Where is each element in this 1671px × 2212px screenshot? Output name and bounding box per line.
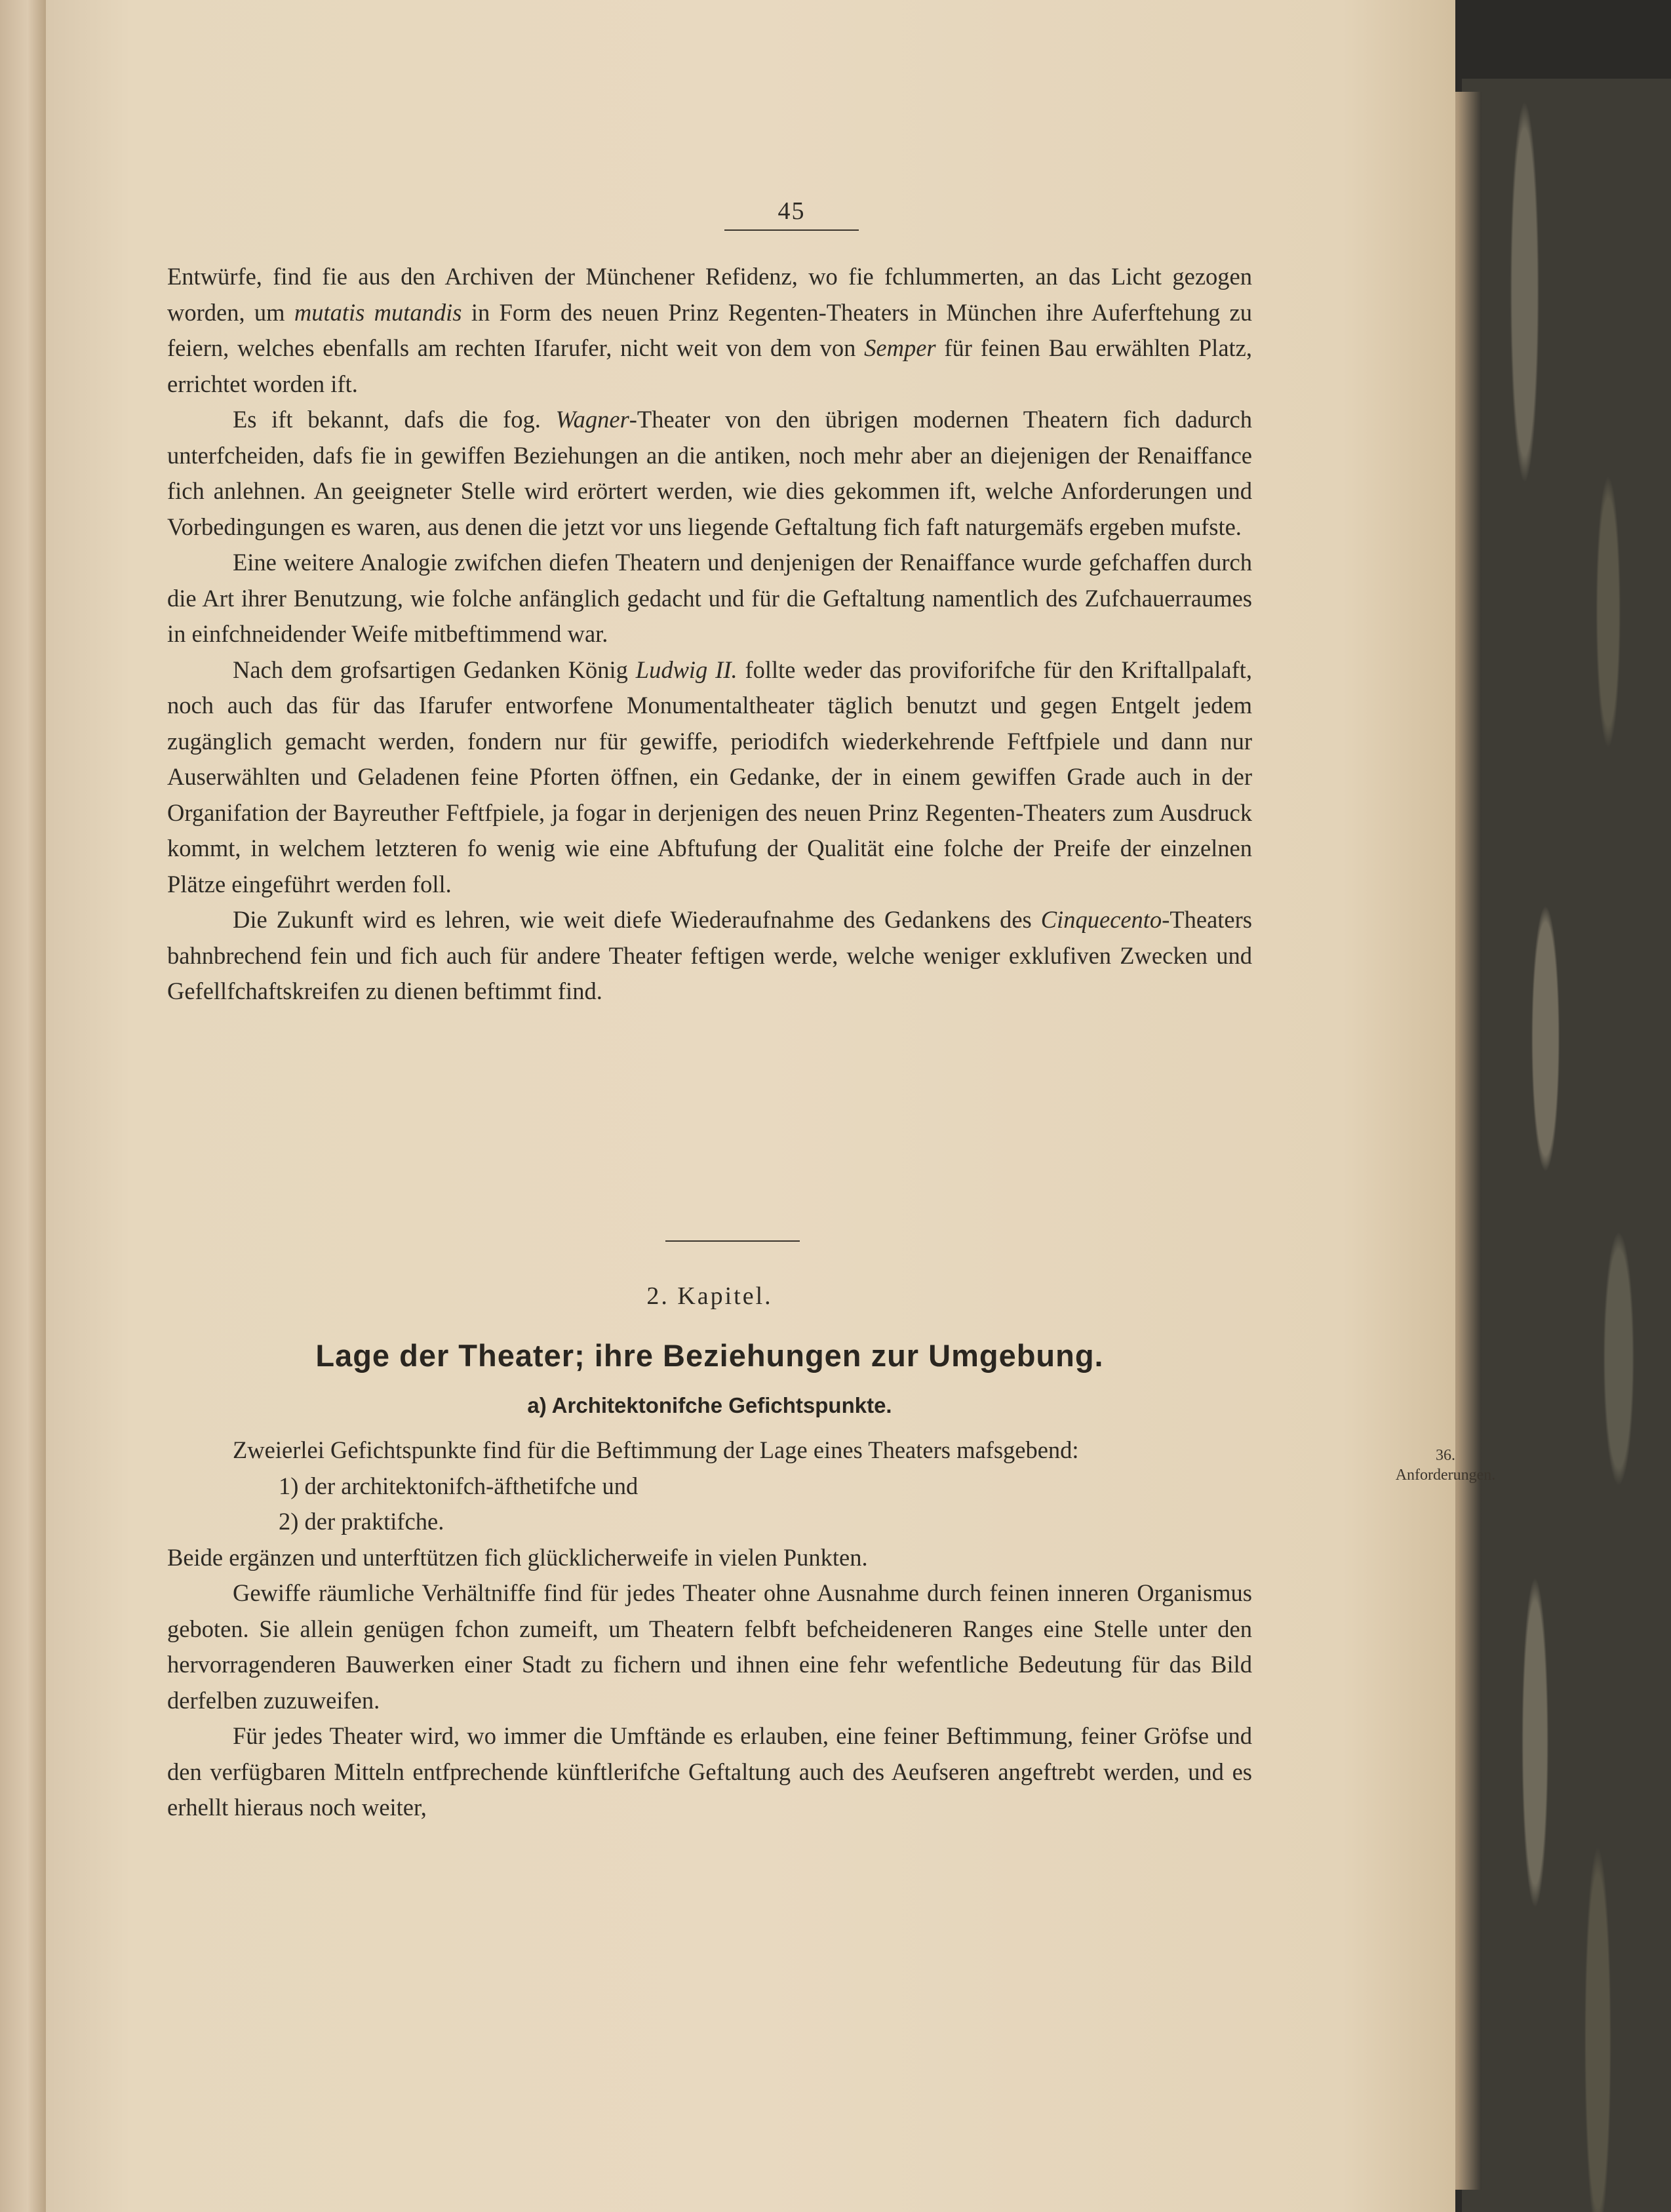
section-divider	[665, 1240, 800, 1242]
body-text	[167, 259, 1252, 1010]
margin-note-label: Anforderungen.	[1395, 1467, 1496, 1484]
section-text	[167, 1432, 1252, 1826]
margin-note	[1373, 1446, 1518, 1485]
page-number: 45	[724, 197, 859, 231]
paragraph-3: Eine weitere Analogie zwifchen diefen Theatern und denjenigen der Renaiffance wurde gefchaffen durch die Art ihrer Benutzung, wie folche anfänglich gedacht und für die Geftaltung namentlich des Zufchauerraumes in einfchneidender Weife mitbeftimmend war.	[167, 549, 1252, 647]
margin-note-number: 36.	[1436, 1447, 1455, 1464]
previous-page-edge	[0, 0, 46, 2212]
paragraph-4: Nach dem grofsartigen Gedanken König Ludwig II. follte weder das proviforifche für den Kriftallpalaft, noch auch das für das Ifarufer entworfene Monumentaltheater täglich benutzt und gegen Entgelt jedem zugänglich gemacht werden, fondern nur für gewiffe, periodifch wiederkehrende Feftfpiele und dann nur Auserwählten und Geladenen feine Pforten öffnen, ein Gedanke, der in einem gewiffen Grade auch in der Organifation der Bayreuther Feftfpiele, ja fogar in derjenigen des neuen Prinz Regenten-Theaters zum Ausdruck kommt, in welchem letzteren fo wenig wie eine Abftufung der Qualität eine folche der Preife der einzelnen Plätze eingeführt werden foll.	[167, 656, 1252, 898]
section-intro: Zweierlei Gefichtspunkte find für die Beftimmung der Lage eines Theaters mafsgebend:	[233, 1436, 1079, 1463]
paragraph-1: Entwürfe, find fie aus den Archiven der Münchener Refidenz, wo fie fchlummerten, an das Licht gezogen worden, um mutatis mutandis in Form des neuen Prinz Regenten-Theaters in München ihre Auferftehung zu feiern, welches ebenfalls am rechten Ifarufer, nicht weit von dem von Semper für feinen Bau erwählten Platz, errichtet worden ift.	[167, 263, 1252, 397]
section-paragraph-2: Gewiffe räumliche Verhältniffe find für jedes Theater ohne Ausnahme durch feinen inneren Organismus geboten. Sie allein genügen fchon zumeift, um Theatern felbft befcheideneren Ranges eine Stelle unter den hervorragenderen Bauwerken einer Stadt zu fichern und ihnen eine fehr wefentliche Bedeutung für das Bild derfelben zuzuweifen.	[167, 1579, 1252, 1714]
chapter-heading: Lage der Theater; ihre Beziehungen zur Umgebung.	[315, 1338, 1104, 1373]
section-subheading: a) Architektonifche Gefichtspunkte.	[527, 1393, 892, 1417]
paragraph-5: Die Zukunft wird es lehren, wie weit diefe Wiederaufnahme des Gedankens des Cinquecento-Theaters bahnbrechend fein und fich auch für andere Theater feftigen werde, welche weniger exklufiven Zwecken und Gefellfchaftskreifen zu dienen beftimmt find.	[167, 906, 1252, 1004]
book-page	[46, 0, 1496, 2212]
paragraph-2: Es ift bekannt, dafs die fog. Wagner-Theater von den übrigen modernen Theatern fich dadurch unterfcheiden, dafs fie in gewiffen Beziehungen an die antiken, noch mehr aber an diejenigen der Renaiffance fich anlehnen. An geeigneter Stelle wird erörtert werden, wie dies gekommen ift, welche Anforderungen und Vorbedingungen es waren, aus denen die jetzt vor uns liegende Geftaltung fich faft naturgemäfs ergeben mufste.	[167, 406, 1252, 540]
chapter-label: 2. Kapitel.	[646, 1282, 773, 1310]
marbled-cover	[1462, 79, 1671, 2212]
section-paragraph-3: Für jedes Theater wird, wo immer die Umftände es erlauben, eine feiner Beftimmung, feiner Gröfse und den verfügbaren Mitteln entfprechende künftlerifche Geftaltung auch des Aeufseren angeftrebt werden, und es erhellt hieraus noch weiter,	[167, 1722, 1252, 1821]
section-paragraph-1: Beide ergänzen und unterftützen fich glücklicherweife in vielen Punkten.	[167, 1543, 868, 1571]
list-item: 2) der praktifche.	[279, 1508, 444, 1535]
list-item: 1) der architektonifch-äfthetifche und	[279, 1472, 639, 1499]
page-content	[167, 0, 1496, 2212]
